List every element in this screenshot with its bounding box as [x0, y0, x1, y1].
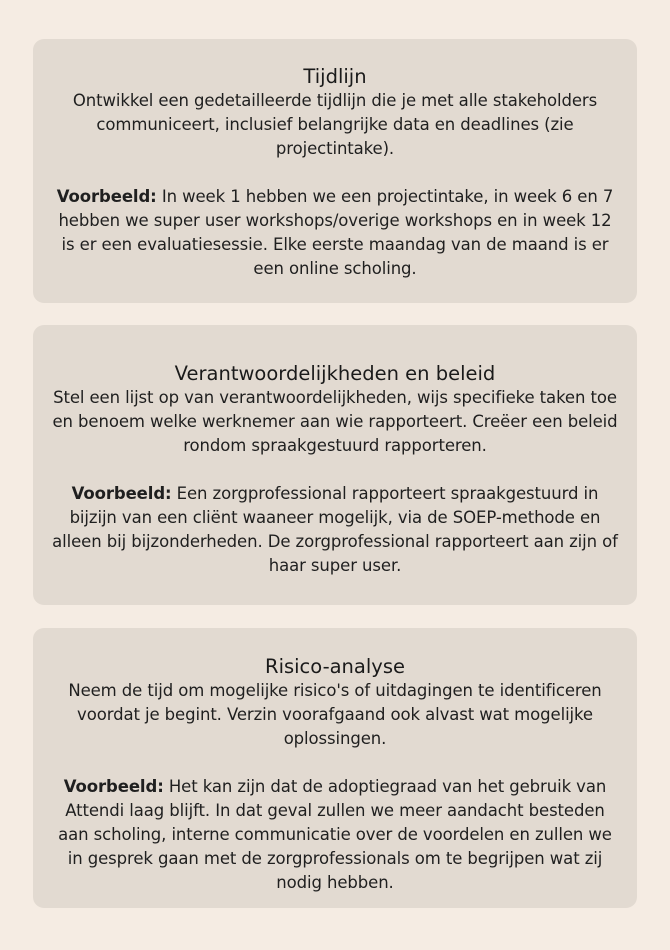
- section-card-tijdlijn: [33, 39, 637, 303]
- section-body: Stel een lijst op van verantwoordelijkheden, wijs specifieke taken toe en benoem welke werknemer aan wie rapporteert. Creëer een beleid rondom spraakgestuurd rapporteren.: [52, 388, 618, 455]
- example-text: Het kan zijn dat de adoptiegraad van het gebruik van Attendi laag blijft. In dat geval zullen we meer aandacht besteden aan scholing, interne communicatie over de voordelen en zullen we in gesprek gaan met de zorgprofessionals om te begrijpen wat zij nodig hebben.: [58, 777, 612, 892]
- section-card-verantwoordelijkheden: [33, 325, 637, 605]
- section-example: [51, 185, 619, 281]
- section-title: Verantwoordelijkheden en beleid: [174, 362, 496, 385]
- section-title: Tijdlijn: [303, 65, 367, 88]
- example-label: Voorbeeld:: [63, 777, 164, 796]
- example-text: Een zorgprofessional rapporteert spraakgestuurd in bijzijn van een cliënt waaneer mogelijk, via de SOEP-methode en alleen bij bijzonderheden. De zorgprofessional rapporteert aan zijn of haar super user.: [52, 484, 618, 575]
- section-card-risico-analyse: [33, 628, 637, 908]
- section-title: Risico-analyse: [265, 655, 405, 678]
- example-label: Voorbeeld:: [56, 187, 157, 206]
- section-body: Ontwikkel een gedetailleerde tijdlijn die je met alle stakeholders communiceert, inclusief belangrijke data en deadlines (zie projectintake).: [72, 91, 598, 158]
- section-example: [51, 775, 619, 895]
- example-text: In week 1 hebben we een projectintake, in week 6 en 7 hebben we super user workshops/overige workshops en in week 12 is er een evaluatiesessie. Elke eerste maandag van de maand is er een online scholing.: [58, 187, 614, 278]
- section-body: Neem de tijd om mogelijke risico's of uitdagingen te identificeren voordat je begint. Verzin voorafgaand ook alvast wat mogelijke oplossingen.: [68, 681, 602, 748]
- section-example: [51, 482, 619, 578]
- example-label: Voorbeeld:: [71, 484, 172, 503]
